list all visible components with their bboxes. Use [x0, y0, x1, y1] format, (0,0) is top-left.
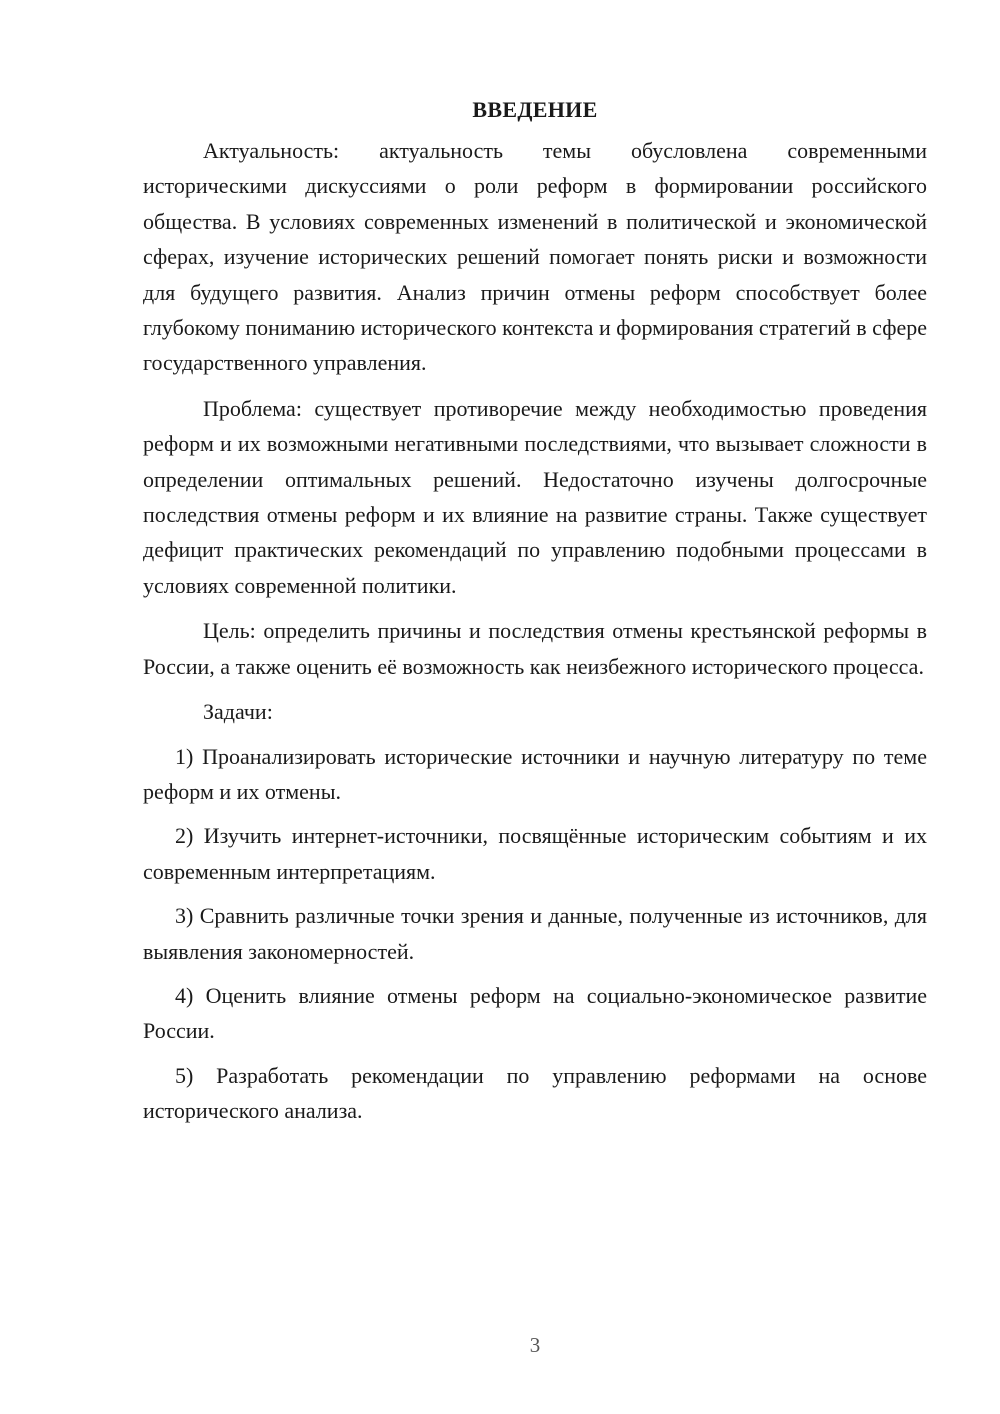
task-item-4: 4) Оценить влияние отмены реформ на социально-экономическое развитие России.	[143, 982, 927, 1044]
task-item-2: 2) Изучить интернет-источники, посвящённые историческим событиям и их современным интерпретациям.	[143, 823, 927, 884]
paragraph-problem: Проблема: существует противоречие между необходимостью проведения реформ и их возможными негативными последствиями, что вызывает сложности в определении оптимальных решений. Недостаточно изучены долгосрочные последствия отмены реформ и их влияние на развитие страны. Также существует дефицит практических рекомендаций по управлению подобными процессами в условиях современной политики.	[143, 395, 927, 598]
section-title: ВВЕДЕНИЕ	[472, 97, 598, 122]
tasks-label: Задачи:	[203, 699, 273, 725]
paragraph-goal: Цель: определить причины и последствия отмены крестьянской реформы в России, а также оценить её возможность как неизбежного исторического процесса.	[143, 618, 927, 679]
task-item-5: 5) Разработать рекомендации по управлению реформами на основе исторического анализа.	[143, 1062, 927, 1124]
task-item-1: 1) Проанализировать исторические источники и научную литературу по теме реформ и их отмены.	[143, 743, 927, 804]
paragraph-relevance: Актуальность: актуальность темы обусловлена современными историческими дискуссиями о роли реформ в формировании российского общества. В условиях современных изменений в политической и экономической сферах, изучение исторических решений помогает понять риски и возможности для будущего развития. Анализ причин отмены реформ способствует более глубокому пониманию исторического контекста и формирования стратегий в сфере государственного управления.	[143, 138, 927, 376]
document-page	[143, 92, 927, 1138]
page-number: 3	[529, 1333, 541, 1357]
task-item-3: 3) Сравнить различные точки зрения и данные, полученные из источников, для выявления закономерностей.	[143, 903, 927, 964]
